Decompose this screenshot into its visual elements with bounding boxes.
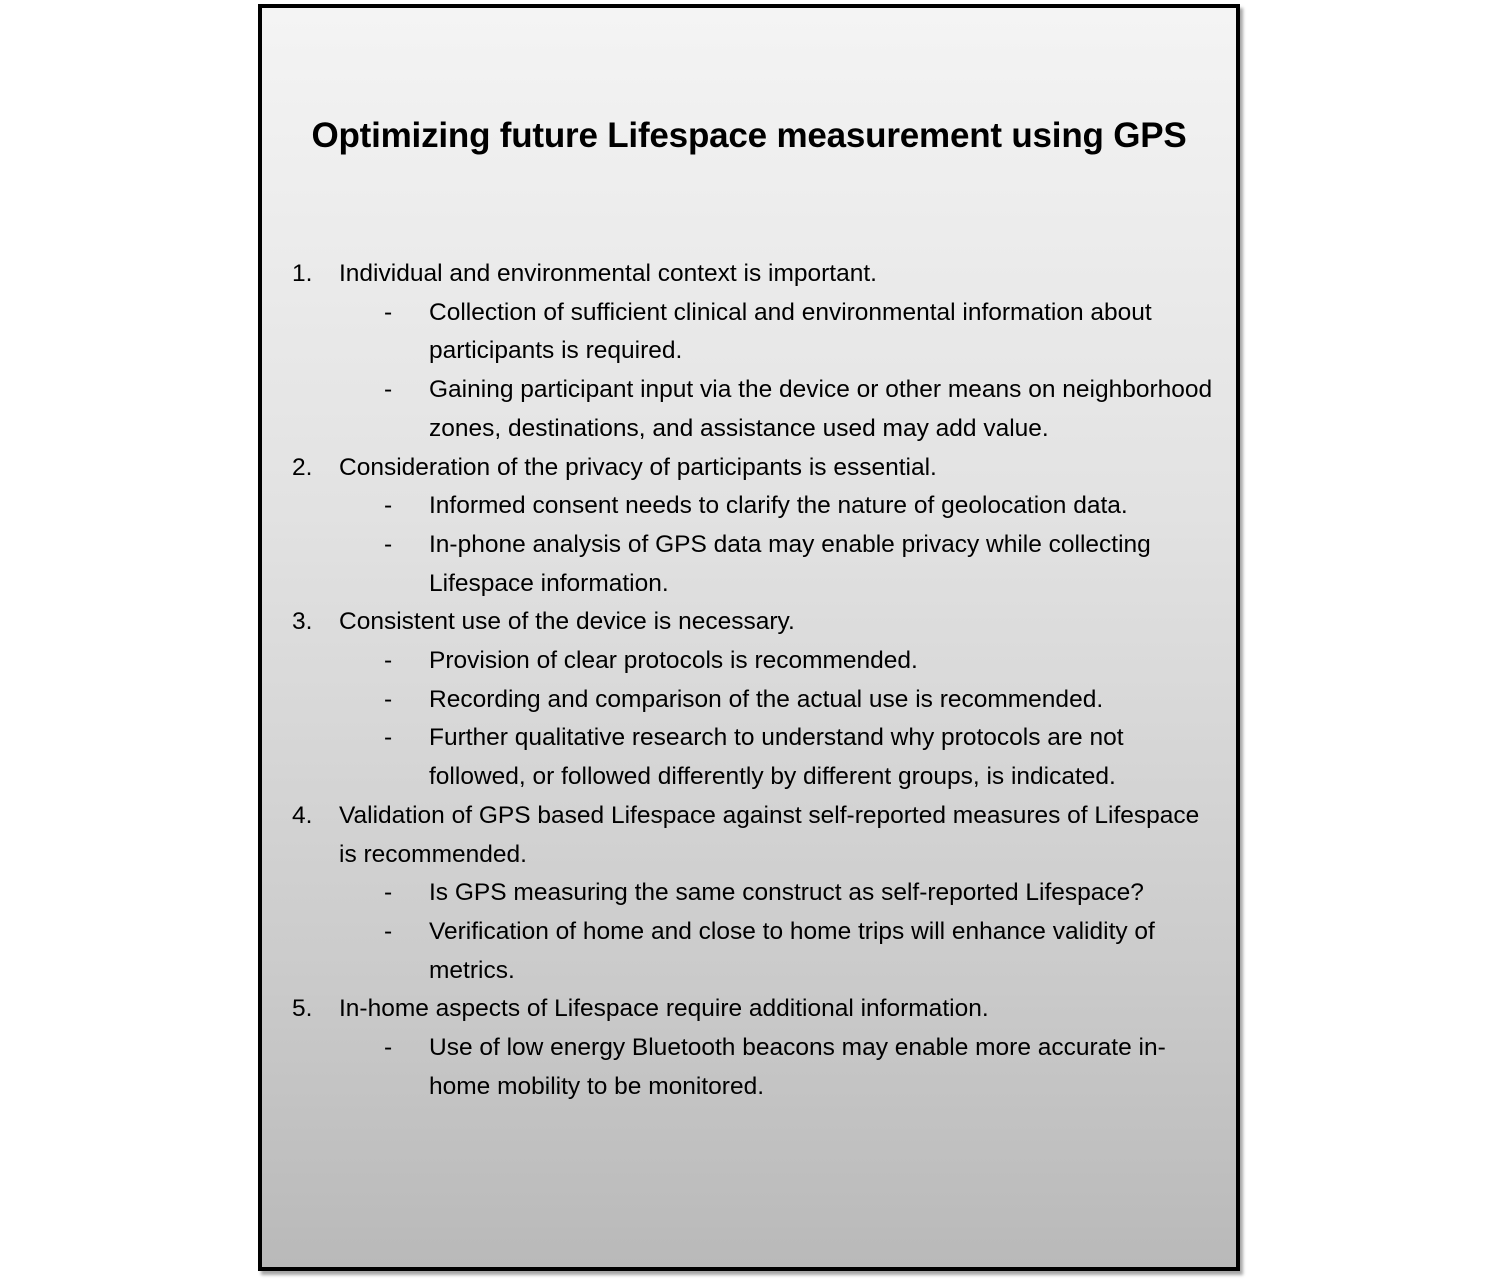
- sub-item-text: Is GPS measuring the same construct as self-reported Lifespace?: [429, 879, 1144, 907]
- bullet-dash: -: [384, 724, 393, 752]
- sub-item-text: Collection of sufficient clinical and environmental information about participants is required.: [429, 298, 1152, 365]
- sub-item: [292, 681, 1222, 720]
- list-item: [292, 449, 1222, 488]
- item-text: Individual and environmental context is important.: [339, 260, 877, 287]
- sub-item: [292, 526, 1222, 603]
- sub-item-text: Gaining participant input via the device or other means on neighborhood zones, destinations, and assistance used may add value.: [429, 376, 1213, 442]
- list-item: [292, 603, 1222, 642]
- item-number: 4.: [292, 801, 313, 829]
- bullet-dash: -: [384, 298, 393, 326]
- list-item: [292, 797, 1222, 874]
- sub-item: [292, 371, 1222, 448]
- sub-item: [292, 294, 1222, 371]
- recommendations-panel: [258, 4, 1240, 1271]
- sub-item-text: In-phone analysis of GPS data may enable privacy while collecting Lifespace information.: [429, 530, 1151, 597]
- sub-item: [292, 487, 1222, 526]
- sub-item-text: Recording and comparison of the actual use is recommended.: [429, 685, 1104, 713]
- bullet-dash: -: [384, 492, 393, 520]
- bullet-dash: -: [384, 879, 393, 907]
- item-text: In-home aspects of Lifespace require additional information.: [339, 995, 989, 1023]
- sub-item: [292, 874, 1222, 913]
- list-item: [292, 990, 1222, 1029]
- page-title: Optimizing future Lifespace measurement using GPS: [311, 116, 1187, 155]
- item-number: 3.: [292, 608, 313, 636]
- sub-item: [292, 719, 1222, 796]
- sub-item-text: Use of low energy Bluetooth beacons may enable more accurate in-home mobility to be monitored.: [429, 1034, 1166, 1100]
- item-number: 2.: [292, 453, 313, 481]
- bullet-dash: -: [384, 685, 393, 713]
- item-text: Validation of GPS based Lifespace against self-reported measures of Lifespace is recommended.: [339, 801, 1200, 868]
- item-text: Consideration of the privacy of participants is essential.: [339, 453, 937, 481]
- recommendation-list: [292, 255, 1222, 1106]
- item-text: Consistent use of the device is necessary.: [339, 608, 795, 636]
- item-number: 1.: [292, 260, 313, 287]
- bullet-dash: -: [384, 917, 393, 945]
- sub-item-text: Further qualitative research to understand why protocols are not followed, or followed differently by different groups, is indicated.: [429, 724, 1124, 791]
- sub-item-text: Verification of home and close to home trips will enhance validity of metrics.: [429, 917, 1155, 984]
- bullet-dash: -: [384, 530, 393, 558]
- sub-item-text: Provision of clear protocols is recommended.: [429, 647, 918, 675]
- sub-item: [292, 642, 1222, 681]
- bullet-dash: -: [384, 647, 393, 675]
- sub-item-text: Informed consent needs to clarify the nature of geolocation data.: [429, 492, 1128, 520]
- item-number: 5.: [292, 995, 313, 1023]
- sub-item: [292, 1029, 1222, 1106]
- sub-item: [292, 913, 1222, 990]
- bullet-dash: -: [384, 1034, 393, 1062]
- list-item: [292, 255, 1222, 294]
- bullet-dash: -: [384, 376, 393, 404]
